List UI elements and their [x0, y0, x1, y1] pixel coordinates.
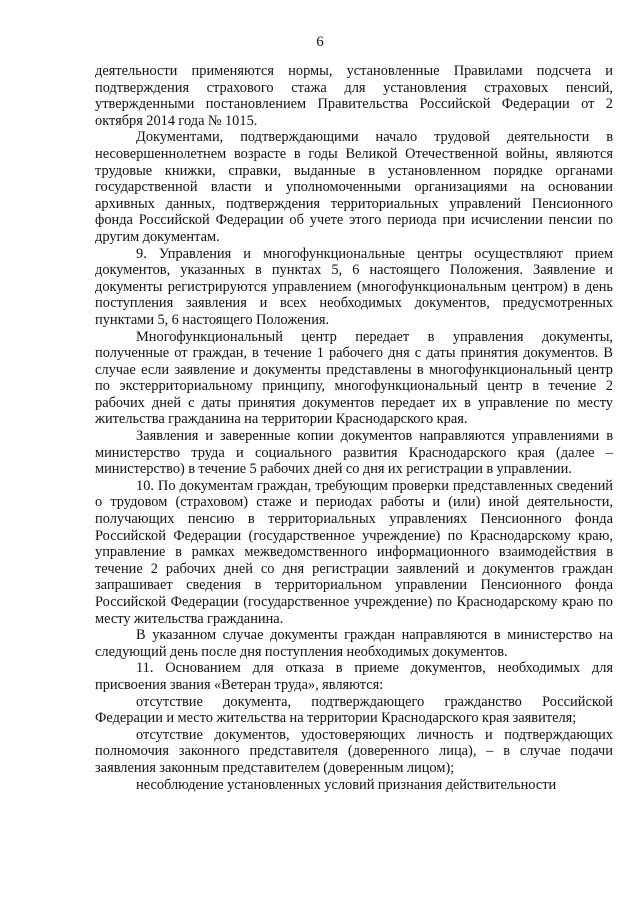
- paragraph-documents-confirming-work: Документами, подтверждающими начало трудовой деятельности в несовершеннолетнем возрасте в годы Великой Отечественной войны, являются трудовые книжки, справки, выданные в установленном порядке органами государственной власти и уполномоченными организациями на основании архивных данных, подтверждения территориальных управлений Пенсионного фонда Российской Федерации об учете этого периода при исчислении пенсии по другим документам.: [95, 129, 613, 245]
- paragraph-item-10: 10. По документам граждан, требующим проверки представленных сведений о трудовом (страховом) стаже и периодах работы и (или) иной деятельности, получающих пенсию в территориальных управлениях Пенсионного фонда Российской Федерации (государственное учреждение) по Краснодарскому краю, управление в рамках межведомственного информационного взаимодействия в течение 2 рабочих дней со дня регистрации заявлений и документов граждан запрашивает сведения в территориальном управлении Пенсионного фонда Российской Федерации (государственное учреждение) по Краснодарскому краю по месту жительства гражданина.: [95, 477, 613, 627]
- paragraph-refusal-reason-identity: отсутствие документов, удостоверяющих личность и подтверждающих полномочия законного представителя (доверенного лица), – в случае подачи заявления законным представителем (доверенным лицом);: [95, 726, 613, 776]
- paragraph-item-11: 11. Основанием для отказа в приеме документов, необходимых для присвоения звания «Ветеран труда», являются:: [95, 660, 613, 693]
- paragraph-continuation: деятельности применяются нормы, установленные Правилами подсчета и подтверждения страхового стажа для установления страховых пенсий, утвержденными постановлением Правительства Российской Федерации от 2 октября 2014 года № 1015.: [95, 63, 613, 129]
- paragraph-applications-to-ministry: Заявления и заверенные копии документов направляются управлениями в министерство труда и социального развития Краснодарского края (далее – министерство) в течение 5 рабочих дней со дня их регистрации в управлении.: [95, 428, 613, 478]
- paragraph-documents-sent-next-day: В указанном случае документы граждан направляются в министерство на следующий день после дня поступления необходимых документов.: [95, 627, 613, 660]
- body-text: [95, 63, 613, 793]
- paragraph-mfc-transfer: Многофункциональный центр передает в управления документы, полученные от граждан, в течение 1 рабочего дня с даты принятия документов. В случае если заявление и документы представлены в многофункциональный центр по экстерриториальному принципу, многофункциональный центр в течение 2 рабочих дней с даты принятия документов передает их в управление по месту жительства гражданина на территории Краснодарского края.: [95, 328, 613, 428]
- paragraph-refusal-reason-conditions: несоблюдение установленных условий признания действительности: [136, 776, 557, 793]
- paragraph-item-9: 9. Управления и многофункциональные центры осуществляют прием документов, указанных в пунктах 5, 6 настоящего Положения. Заявление и документы регистрируются управлением (многофункциональным центром) в день поступления заявления и всех необходимых документов, предусмотренных пунктами 5, 6 настоящего Положения.: [95, 245, 613, 328]
- page-number: 6: [316, 34, 324, 50]
- paragraph-refusal-reason-citizenship: отсутствие документа, подтверждающего гражданство Российской Федерации и место жительства на территории Краснодарского края заявителя;: [95, 693, 613, 727]
